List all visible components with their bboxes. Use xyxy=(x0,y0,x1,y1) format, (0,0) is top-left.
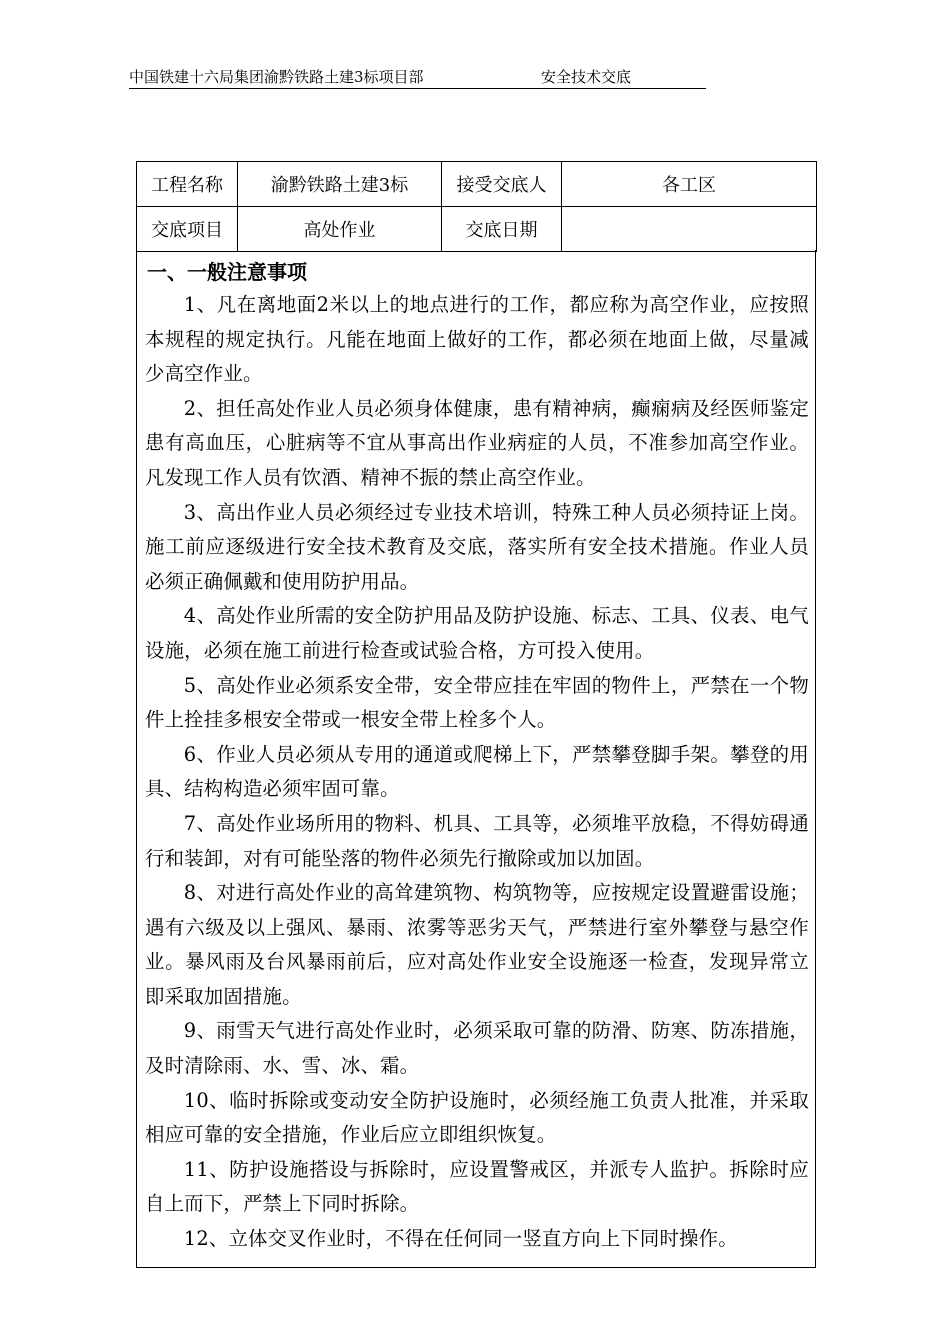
info-row-project xyxy=(137,162,817,207)
item-value: 高处作业 xyxy=(238,207,442,252)
list-item: 1、凡在离地面2米以上的地点进行的工作，都应称为高空作业，应按照本规程的规定执行。凡能在地面上做好的工作，都必须在地面上做，尽量减少高空作业。 xyxy=(145,293,809,386)
item-label: 交底项目 xyxy=(137,207,238,252)
date-label: 交底日期 xyxy=(442,207,562,252)
list-item: 6、作业人员必须从专用的通道或爬梯上下，严禁攀登脚手架。攀登的用具、结构构造必须牢固可靠。 xyxy=(145,742,809,801)
section-title: 一、一般注意事项 xyxy=(147,260,307,284)
list-item: 10、临时拆除或变动安全防护设施时，必须经施工负责人批准，并采取相应可靠的安全措施，作业后应立即组织恢复。 xyxy=(145,1088,809,1147)
page-header xyxy=(129,66,706,89)
list-item: 4、高处作业所需的安全防护用品及防护设施、标志、工具、仪表、电气设施，必须在施工前进行检查或试验合格，方可投入使用。 xyxy=(145,604,809,662)
content-box xyxy=(136,250,816,1268)
document-type: 安全技术交底 xyxy=(541,68,632,86)
date-value xyxy=(562,207,817,252)
list-item: 9、雨雪天气进行高处作业时，必须采取可靠的防滑、防寒、防冻措施，及时清除雨、水、雪、冰、霜。 xyxy=(145,1019,809,1078)
list-item: 8、对进行高处作业的高耸建筑物、构筑物等，应按规定设置避雷设施；遇有六级及以上强风、暴雨、浓雾等恶劣天气，严禁进行室外攀登与悬空作业。暴风雨及台风暴雨前后，应对高处作业安全设施逐一检查，发现异常立即采取加固措施。 xyxy=(145,881,809,1008)
list-item: 3、高出作业人员必须经过专业技术培训，特殊工种人员必须持证上岗。施工前应逐级进行安全技术教育及交底，落实所有安全技术措施。作业人员必须正确佩戴和使用防护用品。 xyxy=(145,500,809,593)
project-name-label: 工程名称 xyxy=(137,162,238,207)
info-row-item xyxy=(137,207,817,252)
list-item: 2、担任高处作业人员必须身体健康，患有精神病，癫痫病及经医师鉴定患有高血压，心脏病等不宜从事高出作业病症的人员，不准参加高空作业。凡发现工作人员有饮酒、精神不振的禁止高空作业。 xyxy=(145,396,809,489)
recipient-value: 各工区 xyxy=(562,162,817,207)
project-name-value: 渝黔铁路土建3标 xyxy=(238,162,442,207)
list-item: 11、防护设施搭设与拆除时，应设置警戒区，并派专人监护。拆除时应自上而下，严禁上下同时拆除。 xyxy=(145,1157,809,1216)
list-item: 12、立体交叉作业时，不得在任何同一竖直方向上下同时操作。 xyxy=(183,1227,738,1251)
list-item: 7、高处作业场所用的物料、机具、工具等，必须堆平放稳，不得妨碍通行和装卸，对有可能坠落的物件必须先行撤除或加以加固。 xyxy=(145,811,809,870)
item-list xyxy=(145,288,809,1257)
organization-name: 中国铁建十六局集团渝黔铁路土建3标项目部 xyxy=(129,68,424,86)
recipient-label: 接受交底人 xyxy=(442,162,562,207)
list-item: 5、高处作业必须系安全带，安全带应挂在牢固的物件上，严禁在一个物件上拴挂多根安全带或一根安全带上栓多个人。 xyxy=(145,673,809,732)
info-table xyxy=(136,161,817,252)
